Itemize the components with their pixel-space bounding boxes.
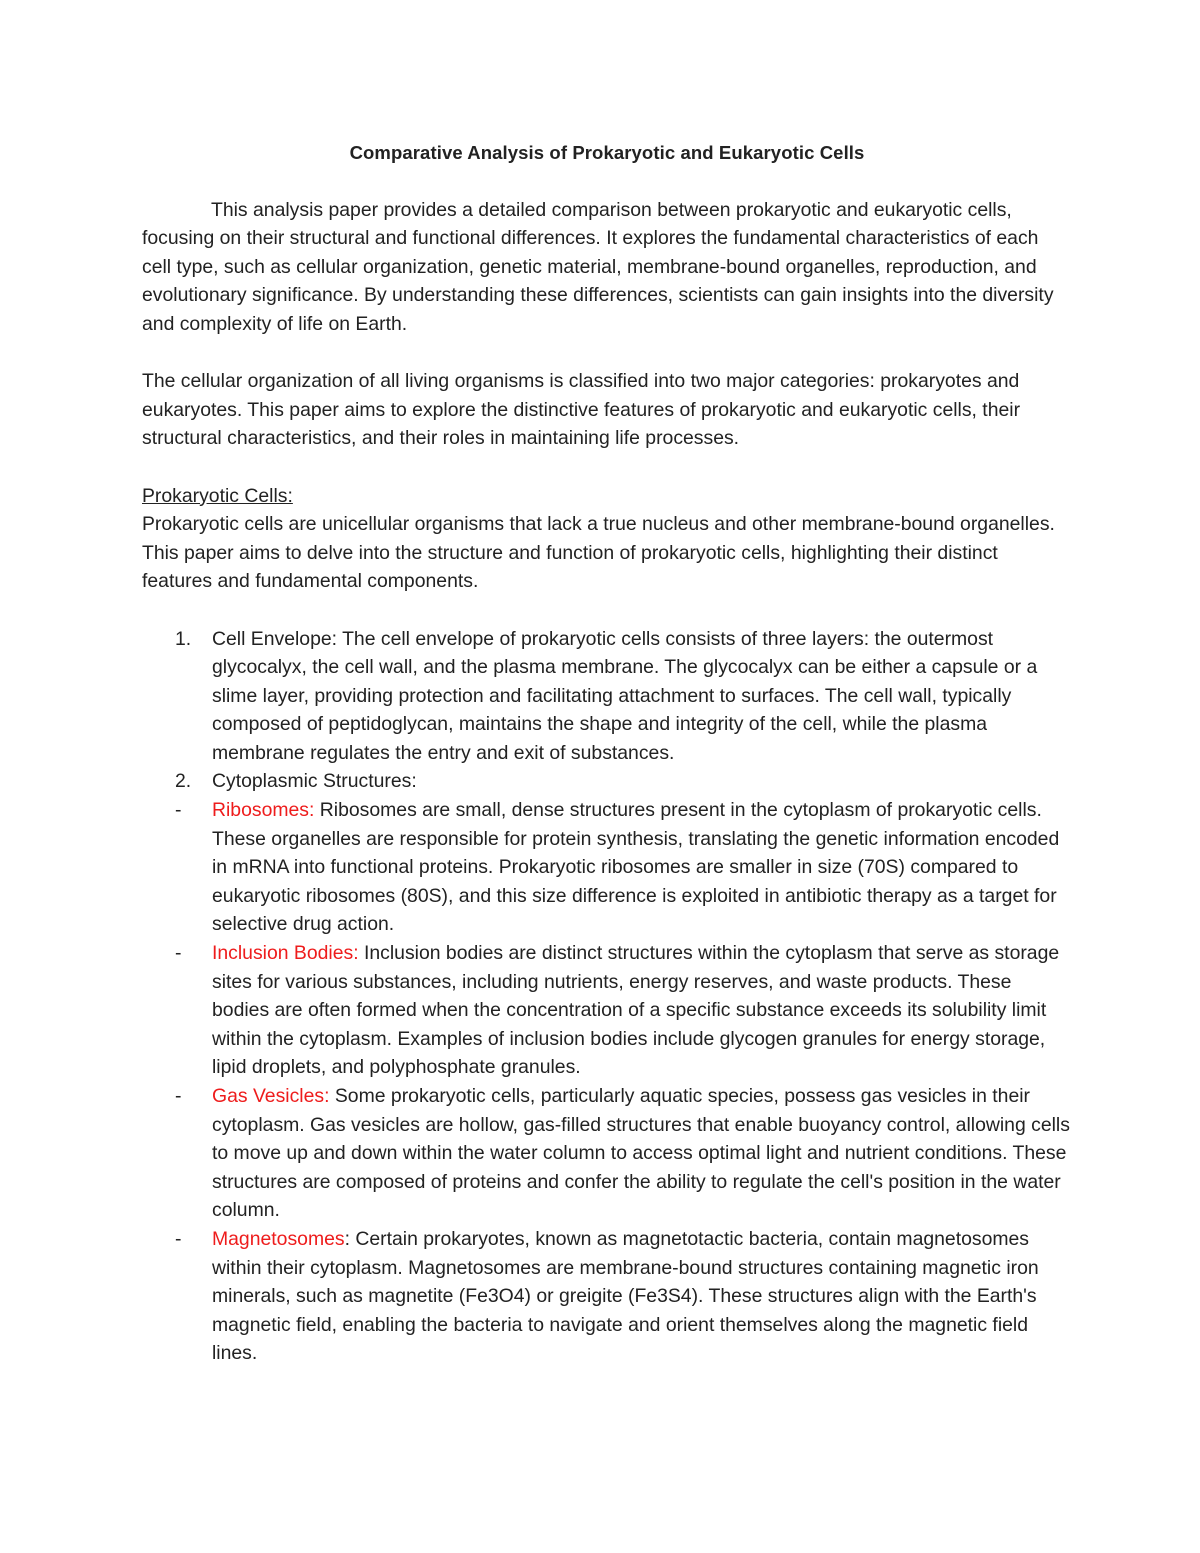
list-item-text: Some prokaryotic cells, particularly aquatic species, possess gas vesicles in their cytoplasm. Gas vesicles are hollow, gas-filled structures that enable buoyancy control, allowing cells to move up and down within the water column to access optimal light and nutrient conditions. These structures are composed of proteins and confer the ability to regulate the cell's position in the water column. — [212, 1085, 1070, 1222]
list-item-text: : Certain prokaryotes, known as magnetotactic bacteria, contain magnetosomes within their cytoplasm. Magnetosomes are membrane-bound structures containing magnetic iron minerals, such as magnetite (Fe3O4) or greigite (Fe3S4). These structures align with the Earth's magnetic field, enabling the bacteria to navigate and orient themselves along the magnetic field lines. — [212, 1227, 1039, 1365]
list-item — [142, 767, 1072, 796]
list-number: 1. — [175, 627, 192, 650]
list-item — [142, 1082, 1072, 1225]
term-label: Ribosomes: — [212, 799, 315, 822]
list-dash: - — [175, 1085, 182, 1107]
paragraph-spacer — [142, 596, 1072, 625]
list-item — [142, 625, 1072, 768]
list-item — [142, 796, 1072, 939]
term-label: Magnetosomes — [212, 1227, 345, 1250]
term-label: Inclusion Bodies: — [212, 942, 359, 965]
term-label: Gas Vesicles: — [212, 1085, 330, 1107]
organization-paragraph: The cellular organization of all living organisms is classified into two major categories: prokaryotes and eukaryotes. This paper aims to explore the distinctive features of prokaryotic and eukaryotic cells, their structural characteristics, and their roles in maintaining life processes. — [142, 370, 1021, 450]
list-item — [142, 1225, 1072, 1368]
document-body — [142, 139, 1072, 1368]
intro-paragraph: This analysis paper provides a detailed comparison between prokaryotic and eukaryotic cells, focusing on their structural and functional differences. It explores the fundamental characteristics of each cell type, such as cellular organization, genetic material, membrane-bound organelles, reproduction, and evolutionary significance. By understanding these differences, scientists can gain insights into the diversity and complexity of life on Earth. — [142, 198, 1054, 335]
paragraph-spacer — [142, 339, 1072, 368]
list-item — [142, 939, 1072, 1082]
section-heading: Prokaryotic Cells: — [142, 484, 293, 507]
list-item-text: Cell Envelope: The cell envelope of prokaryotic cells consists of three layers: the outermost glycocalyx, the cell wall, and the plasma membrane. The glycocalyx can be either a capsule or a slime layer, providing protection and facilitating attachment to surfaces. The cell wall, typically composed of peptidoglycan, maintains the shape and integrity of the cell, while the plasma membrane regulates the entry and exit of substances. — [212, 627, 1038, 764]
numbered-list — [142, 625, 1072, 797]
bullet-list — [142, 796, 1072, 1368]
list-item-text: Inclusion bodies are distinct structures within the cytoplasm that serve as storage sites for various substances, including nutrients, energy reserves, and waste products. These bodies are often formed when the concentration of a specific substance exceeds its solubility limit within the cytoplasm. Examples of inclusion bodies include glycogen granules for energy storage, lipid droplets, and polyphosphate granules. — [212, 942, 1060, 1079]
paragraph-spacer — [142, 453, 1072, 482]
list-number: 2. — [175, 770, 192, 793]
list-dash: - — [175, 799, 182, 822]
document-title: Comparative Analysis of Prokaryotic and Eukaryotic Cells — [349, 142, 865, 163]
list-dash: - — [175, 1227, 182, 1250]
list-dash: - — [175, 942, 182, 965]
section-intro-paragraph: Prokaryotic cells are unicellular organisms that lack a true nucleus and other membrane-bound organelles. This paper aims to delve into the structure and function of prokaryotic cells, highlighting their distinct features and fundamental components. — [142, 513, 1055, 593]
list-item-text: Cytoplasmic Structures: — [212, 770, 417, 793]
list-item-text: Ribosomes are small, dense structures present in the cytoplasm of prokaryotic cells. These organelles are responsible for protein synthesis, translating the genetic information encoded in mRNA into functional proteins. Prokaryotic ribosomes are smaller in size (70S) compared to eukaryotic ribosomes (80S), and this size difference is exploited in antibiotic therapy as a target for selective drug action. — [212, 799, 1060, 936]
